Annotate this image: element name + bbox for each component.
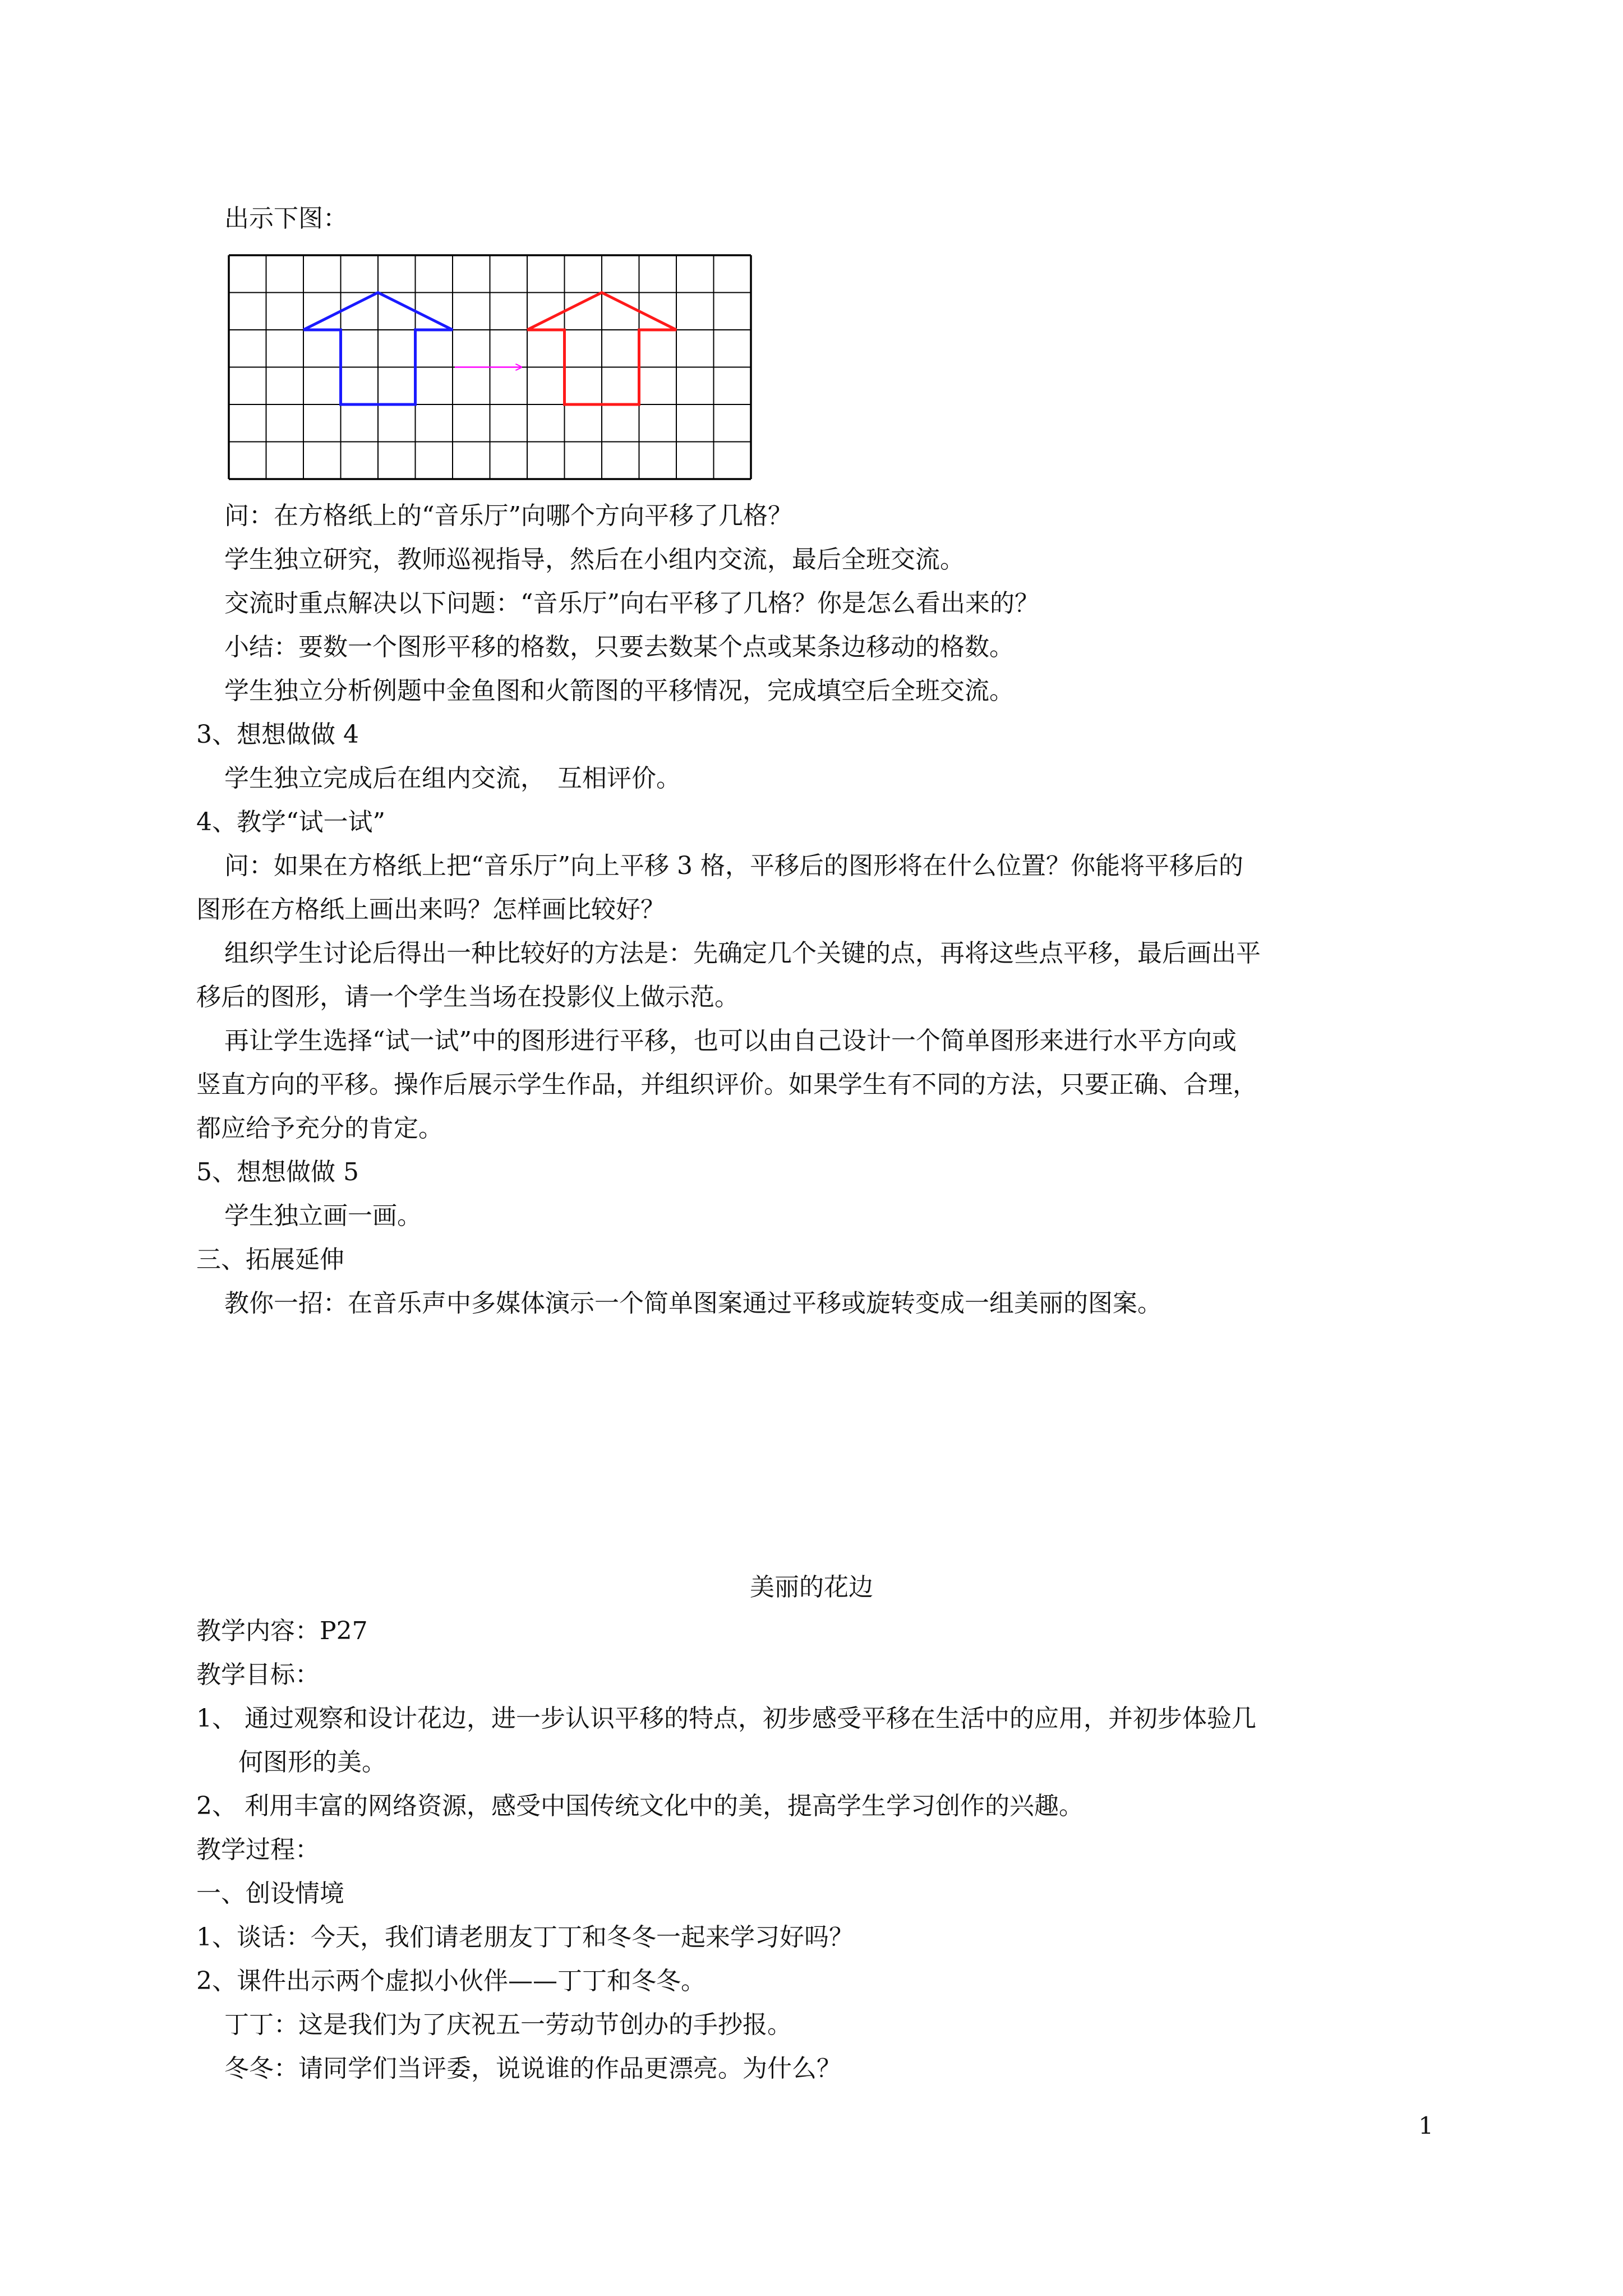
step-1-item-2: 2、课件出示两个虚拟小伙伴——丁丁和冬冬。 [196, 1967, 706, 1995]
paragraph-7-line-2: 竖直方向的平移。操作后展示学生作品，并组织评价。如果学生有不同的方法，只要正确、合理， [196, 1070, 1257, 1099]
paragraph-6-line-2: 移后的图形，请一个学生当场在投影仪上做示范。 [196, 983, 739, 1011]
paragraph-7-line-1: 再让学生选择“试一试”中的图形进行平移，也可以由自己设计一个简单图形来进行水平方向或 [224, 1027, 1237, 1055]
heading-3: 3、想想做做 4 [196, 720, 359, 749]
page-number: 1 [1418, 2112, 1433, 2139]
step-1-heading: 一、创设情境 [196, 1879, 344, 1908]
paragraph-7-line-3: 都应给予充分的肯定。 [196, 1114, 443, 1143]
paragraph-1: 学生独立研究，教师巡视指导，然后在小组内交流，最后全班交流。 [224, 545, 965, 574]
goal-1-line-1: 1、 通过观察和设计花边，进一步认识平移的特点，初步感受平移在生活中的应用，并初步体验几 [196, 1704, 1256, 1733]
paragraph-4: 学生独立分析例题中金鱼图和火箭图的平移情况，完成填空后全班交流。 [224, 677, 1014, 705]
goal-2: 2、 利用丰富的网络资源，感受中国传统文化中的美，提高学生学习创作的兴趣。 [196, 1792, 1083, 1820]
paragraph-3: 小结：要数一个图形平移的格数，只要去数某个点或某条边移动的格数。 [224, 633, 1014, 661]
dialogue-dongdong: 冬冬：请同学们当评委，说说谁的作品更漂亮。为什么？ [224, 2054, 841, 2083]
goal-1-line-2: 何图形的美。 [238, 1748, 386, 1777]
heading-4: 4、教学“试一试” [196, 808, 385, 836]
heading-6: 三、拓展延伸 [196, 1245, 344, 1274]
heading-5: 5、想想做做 5 [196, 1158, 359, 1186]
paragraph-5: 学生独立完成后在组内交流， 互相评价。 [224, 764, 681, 793]
question-1: 问：在方格纸上的“音乐厅”向哪个方向平移了几格？ [224, 501, 792, 530]
teaching-content: 教学内容：P27 [196, 1617, 368, 1645]
grid-translation-figure [227, 254, 758, 482]
paragraph-6-line-1: 组织学生讨论后得出一种比较好的方法是：先确定几个关键的点，再将这些点平移，最后画出平 [224, 939, 1261, 968]
paragraph-8: 学生独立画一画。 [224, 1202, 422, 1230]
paragraph-2: 交流时重点解决以下问题：“音乐厅”向右平移了几格？你是怎么看出来的？ [224, 589, 1039, 618]
step-1-item-1: 1、谈话：今天，我们请老朋友丁丁和冬冬一起来学习好吗？ [196, 1923, 854, 1952]
teaching-goals-heading: 教学目标： [196, 1660, 320, 1689]
section-title: 美丽的花边 [750, 1573, 873, 1602]
paragraph-9: 教你一招：在音乐声中多媒体演示一个简单图案通过平移或旋转变成一组美丽的图案。 [224, 1289, 1162, 1318]
question-2-line-2: 图形在方格纸上画出来吗？怎样画比较好？ [196, 895, 665, 924]
question-2-line-1: 问：如果在方格纸上把“音乐厅”向上平移 3 格，平移后的图形将在什么位置？你能将平移后的 [224, 852, 1243, 880]
intro-line: 出示下图： [224, 204, 348, 233]
dialogue-dingding: 丁丁：这是我们为了庆祝五一劳动节创办的手抄报。 [224, 2010, 792, 2039]
teaching-process-heading: 教学过程： [196, 1835, 320, 1864]
